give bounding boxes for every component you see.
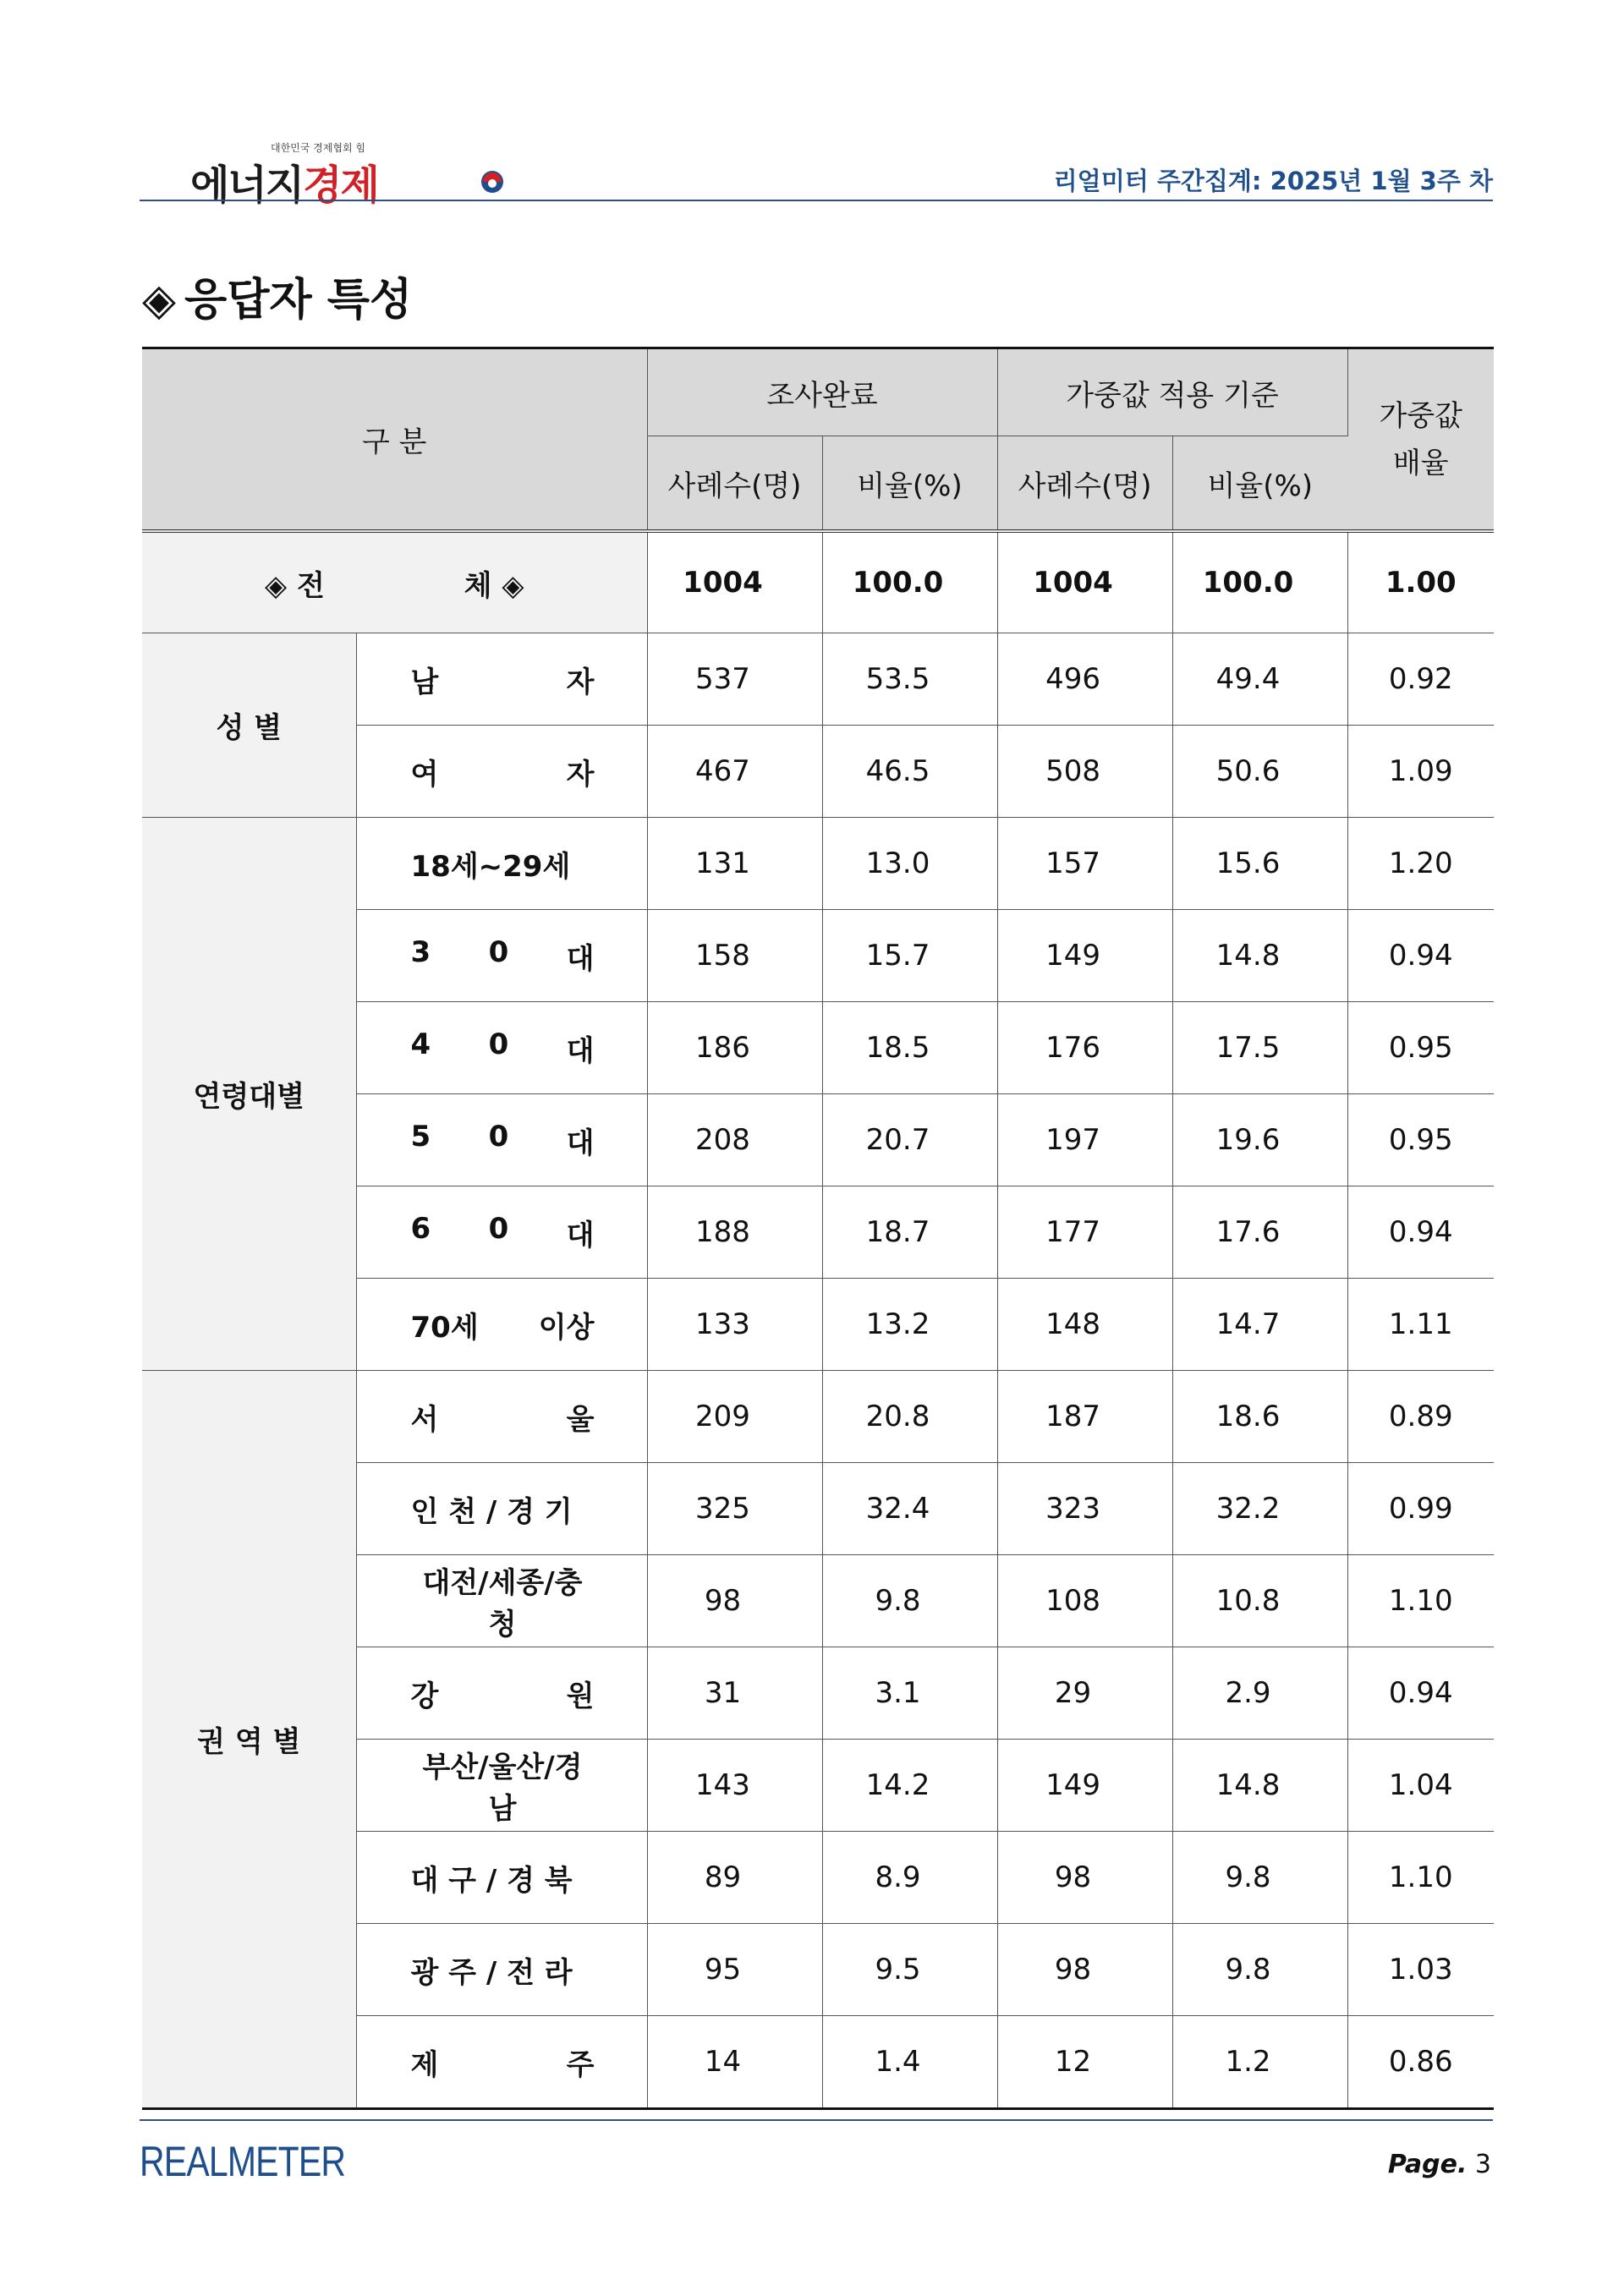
cell-ratio: 53.5 — [822, 633, 997, 726]
row-label-part: 18세~29세 — [410, 849, 571, 884]
cell-mult: 1.11 — [1347, 1279, 1494, 1371]
row-label — [356, 633, 647, 726]
cell-ratio: 1.4 — [822, 2016, 997, 2109]
total-label — [142, 531, 647, 633]
cell-w-ratio: 14.7 — [1172, 1279, 1347, 1371]
row-label — [356, 1740, 647, 1832]
total-row — [142, 531, 1494, 633]
group-label: 연령대별 — [142, 818, 356, 1371]
page-number-value: 3 — [1474, 2150, 1491, 2179]
cell-w-ratio: 17.5 — [1172, 1002, 1347, 1094]
row-label — [356, 1279, 647, 1371]
total-cases: 1004 — [647, 531, 822, 633]
row-label-part: 대전/세종/충청 — [422, 1566, 583, 1641]
cell-mult: 0.94 — [1347, 1647, 1494, 1740]
cell-ratio: 20.7 — [822, 1094, 997, 1186]
cell-cases: 208 — [647, 1094, 822, 1186]
row-label — [356, 1463, 647, 1555]
page-header — [140, 127, 1493, 209]
table-row — [142, 818, 1494, 910]
group-label: 성 별 — [142, 633, 356, 818]
cell-w-ratio: 2.9 — [1172, 1647, 1347, 1740]
cell-cases: 133 — [647, 1279, 822, 1371]
header-multiplier-text: 가중값 배율 — [1379, 398, 1463, 480]
respondent-table — [142, 347, 1494, 2110]
cell-cases: 467 — [647, 726, 822, 818]
row-label — [356, 1371, 647, 1463]
report-title: 리얼미터 주간집계: 2025년 1월 3주 차 — [1053, 167, 1493, 195]
row-label — [356, 1924, 647, 2016]
cell-ratio: 18.5 — [822, 1002, 997, 1094]
row-label — [356, 1094, 647, 1186]
row-label-part: 0 — [488, 1119, 509, 1153]
cell-w-ratio: 18.6 — [1172, 1371, 1347, 1463]
cell-w-cases: 149 — [997, 910, 1172, 1002]
header-ratio: 비율(%) — [822, 436, 997, 532]
cell-w-cases: 177 — [997, 1186, 1172, 1279]
table-body — [142, 531, 1494, 2109]
cell-cases: 158 — [647, 910, 822, 1002]
cell-cases: 31 — [647, 1647, 822, 1740]
cell-ratio: 32.4 — [822, 1463, 997, 1555]
cell-mult: 0.95 — [1347, 1094, 1494, 1186]
cell-mult: 1.10 — [1347, 1832, 1494, 1924]
row-label-part: 강 — [410, 1679, 439, 1713]
cell-w-cases: 149 — [997, 1740, 1172, 1832]
row-label — [356, 1832, 647, 1924]
cell-cases: 325 — [647, 1463, 822, 1555]
cell-w-ratio: 9.8 — [1172, 1924, 1347, 2016]
row-label-part: 광 주 / 전 라 — [410, 1955, 573, 1990]
cell-w-cases: 496 — [997, 633, 1172, 726]
section-title — [142, 264, 412, 327]
cell-w-cases: 197 — [997, 1094, 1172, 1186]
cell-mult: 1.04 — [1347, 1740, 1494, 1832]
cell-mult: 1.03 — [1347, 1924, 1494, 2016]
row-label-part: 서 — [410, 1402, 439, 1437]
cell-w-cases: 98 — [997, 1924, 1172, 2016]
cell-w-ratio: 14.8 — [1172, 1740, 1347, 1832]
header-w-ratio: 비율(%) — [1172, 436, 1347, 532]
total-label-right: 체 ◈ — [464, 568, 524, 603]
logo-badge-icon — [480, 169, 505, 195]
header-divider — [140, 200, 1493, 201]
section-title-text: 응답자 특성 — [184, 275, 413, 326]
row-label-part: 0 — [488, 934, 509, 969]
cell-mult: 1.20 — [1347, 818, 1494, 910]
row-label-part: 6 — [410, 1211, 431, 1246]
row-label — [356, 726, 647, 818]
total-multiplier: 1.00 — [1347, 531, 1494, 633]
header-w-cases: 사례수(명) — [997, 436, 1172, 532]
footer-brand-logo: REALMETER — [140, 2138, 346, 2185]
logo-wordmark-part1: 에너지 — [190, 162, 304, 209]
row-label-part: 남 — [410, 665, 439, 699]
cell-w-ratio: 14.8 — [1172, 910, 1347, 1002]
row-label-part: 자 — [566, 757, 595, 792]
cell-cases: 89 — [647, 1832, 822, 1924]
header-cases: 사례수(명) — [647, 436, 822, 532]
row-label-part: 0 — [488, 1211, 509, 1246]
cell-w-cases: 148 — [997, 1279, 1172, 1371]
cell-ratio: 8.9 — [822, 1832, 997, 1924]
cell-ratio: 20.8 — [822, 1371, 997, 1463]
cell-w-cases: 187 — [997, 1371, 1172, 1463]
row-label-part: 대 — [566, 1033, 595, 1068]
cell-ratio: 9.8 — [822, 1555, 997, 1647]
cell-ratio: 15.7 — [822, 910, 997, 1002]
row-label — [356, 1186, 647, 1279]
row-label-part: 대 — [566, 941, 595, 976]
row-label-part: 대 — [566, 1126, 595, 1160]
row-label-part: 부산/울산/경남 — [422, 1751, 583, 1826]
cell-w-ratio: 19.6 — [1172, 1094, 1347, 1186]
row-label-part: 이상 — [538, 1310, 595, 1345]
cell-ratio: 18.7 — [822, 1186, 997, 1279]
row-label-part: 4 — [410, 1027, 431, 1061]
cell-ratio: 13.2 — [822, 1279, 997, 1371]
row-label-part: 제 — [410, 2047, 439, 2082]
total-ratio: 100.0 — [822, 531, 997, 633]
cell-w-cases: 176 — [997, 1002, 1172, 1094]
cell-cases: 186 — [647, 1002, 822, 1094]
cell-cases: 209 — [647, 1371, 822, 1463]
cell-mult: 0.89 — [1347, 1371, 1494, 1463]
row-label-part: 원 — [566, 1679, 595, 1713]
header-group-weighted: 가중값 적용 기준 — [997, 348, 1347, 436]
row-label — [356, 910, 647, 1002]
row-label-part: 3 — [410, 934, 431, 969]
total-label-left: ◈ 전 — [265, 568, 325, 603]
table-row — [142, 633, 1494, 726]
cell-w-cases: 157 — [997, 818, 1172, 910]
logo-wordmark — [190, 152, 378, 211]
cell-w-cases: 98 — [997, 1832, 1172, 1924]
cell-mult: 1.10 — [1347, 1555, 1494, 1647]
cell-ratio: 9.5 — [822, 1924, 997, 2016]
row-label-part: 울 — [566, 1402, 595, 1437]
cell-ratio: 14.2 — [822, 1740, 997, 1832]
header-category: 구 분 — [142, 348, 647, 532]
cell-mult: 0.99 — [1347, 1463, 1494, 1555]
row-label-part: 70세 — [410, 1310, 479, 1345]
cell-cases: 537 — [647, 633, 822, 726]
cell-mult: 0.94 — [1347, 910, 1494, 1002]
row-label — [356, 1555, 647, 1647]
logo-tagline: 대한민국 경제협회 힘 — [271, 142, 365, 154]
page-label: Page. — [1387, 2150, 1468, 2179]
row-label-part: 5 — [410, 1119, 431, 1153]
cell-mult: 1.09 — [1347, 726, 1494, 818]
cell-ratio: 13.0 — [822, 818, 997, 910]
logo-wordmark-part2: 경제 — [303, 162, 378, 209]
cell-cases: 143 — [647, 1740, 822, 1832]
row-label-part: 주 — [566, 2047, 595, 2082]
cell-w-ratio: 1.2 — [1172, 2016, 1347, 2109]
total-w-ratio: 100.0 — [1172, 531, 1347, 633]
cell-w-ratio: 10.8 — [1172, 1555, 1347, 1647]
cell-mult: 0.86 — [1388, 2045, 1453, 2079]
cell-mult: 0.95 — [1347, 1002, 1494, 1094]
cell-ratio: 46.5 — [822, 726, 997, 818]
cell-w-cases: 29 — [997, 1647, 1172, 1740]
cell-cases: 98 — [647, 1555, 822, 1647]
cell-cases: 131 — [647, 818, 822, 910]
row-label — [356, 1002, 647, 1094]
cell-cases: 188 — [647, 1186, 822, 1279]
cell-ratio: 3.1 — [822, 1647, 997, 1740]
page-number — [1388, 2150, 1491, 2179]
cell-w-ratio: 49.4 — [1172, 633, 1347, 726]
table-row — [142, 1371, 1494, 1463]
row-label-part: 인 천 / 경 기 — [410, 1494, 573, 1529]
cell-mult: 0.92 — [1347, 633, 1494, 726]
row-label-part: 대 구 / 경 북 — [410, 1863, 573, 1898]
row-label — [356, 818, 647, 910]
cell-w-cases: 508 — [997, 726, 1172, 818]
cell-mult: 0.94 — [1347, 1186, 1494, 1279]
header-group-completed: 조사완료 — [647, 348, 997, 436]
cell-cases: 14 — [647, 2016, 822, 2109]
row-label — [356, 2016, 647, 2109]
cell-w-ratio: 17.6 — [1172, 1186, 1347, 1279]
header-multiplier — [1347, 348, 1494, 532]
cell-w-ratio: 15.6 — [1172, 818, 1347, 910]
cell-w-cases: 323 — [997, 1463, 1172, 1555]
row-label-part: 자 — [566, 665, 595, 699]
total-w-cases: 1004 — [997, 531, 1172, 633]
group-label: 권 역 별 — [142, 1371, 356, 2109]
cell-w-ratio: 9.8 — [1172, 1832, 1347, 1924]
cell-w-cases: 12 — [997, 2016, 1172, 2109]
diamond-icon: ◈ — [142, 275, 176, 326]
row-label-part: 여 — [410, 757, 439, 792]
cell-cases: 95 — [647, 1924, 822, 2016]
cell-w-ratio: 32.2 — [1172, 1463, 1347, 1555]
footer-divider — [140, 2119, 1493, 2121]
row-label — [356, 1647, 647, 1740]
row-label-part: 0 — [488, 1027, 509, 1061]
cell-w-cases: 108 — [997, 1555, 1172, 1647]
cell-w-ratio: 50.6 — [1172, 726, 1347, 818]
row-label-part: 대 — [566, 1218, 595, 1252]
